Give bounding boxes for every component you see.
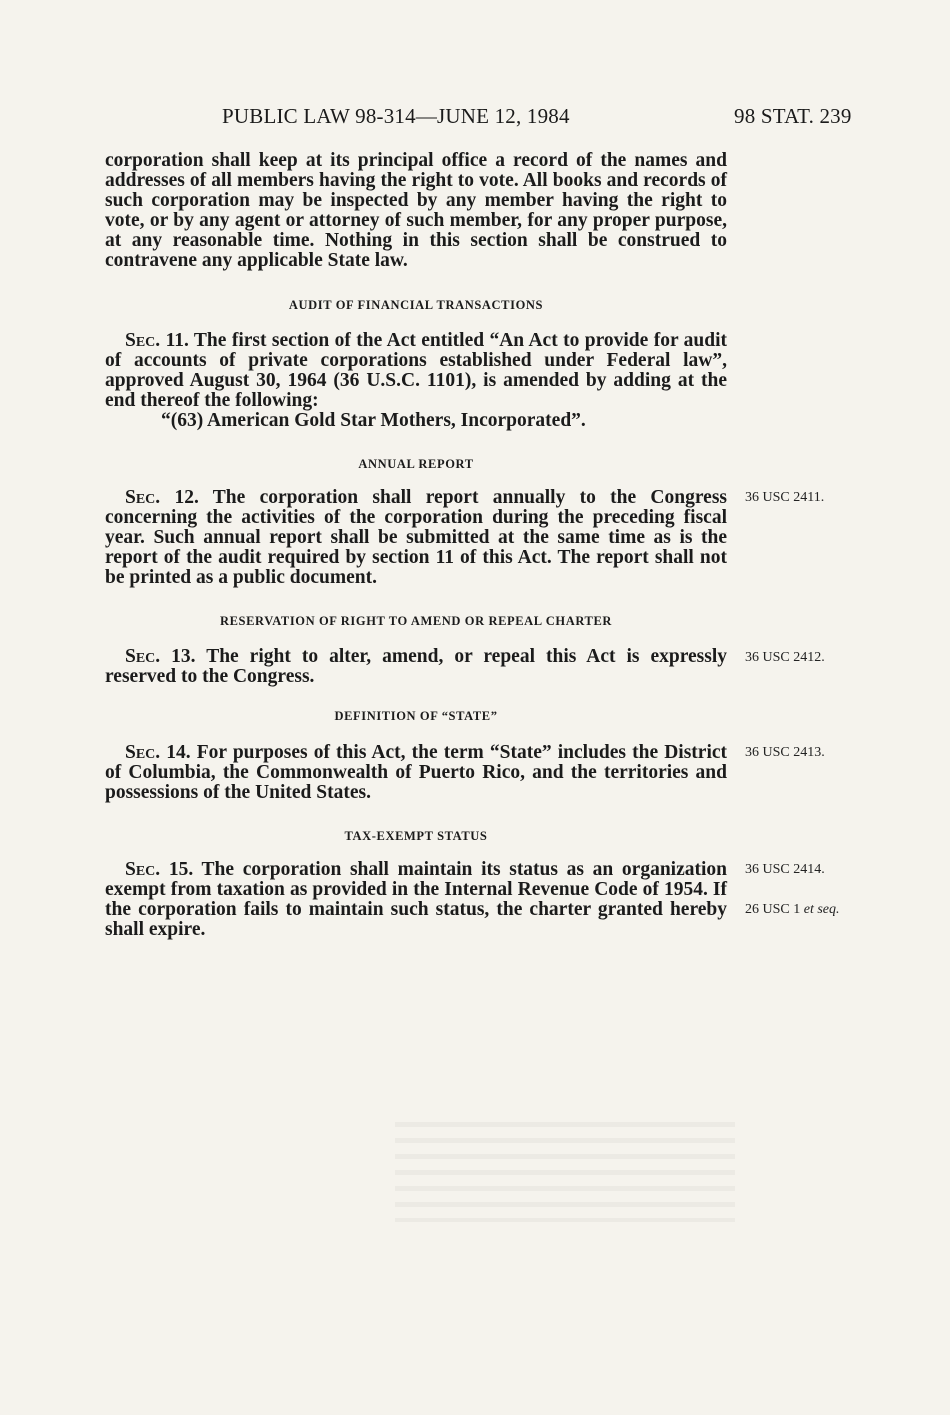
section-15 xyxy=(105,860,727,940)
section-12-paragraph xyxy=(105,488,727,588)
section-heading-tax-exempt: TAX-EXEMPT STATUS xyxy=(344,829,488,843)
section-14-text: For purposes of this Act, the term “State” includes the District of Columbia, the Commonwealth of Puerto Rico, and the territories and possessions of the United States. xyxy=(105,742,728,803)
section-heading-audit: AUDIT OF FINANCIAL TRANSACTIONS xyxy=(288,298,544,312)
section-heading-annual-report: ANNUAL REPORT xyxy=(358,457,474,471)
section-11-text: The first section of the Act entitled “An Act to provide for audit of accounts of private corporations established under Federal law”, approved August 30, 1964 (36 U.S.C. 1101), is amended by adding at the end thereof the following: xyxy=(105,330,727,411)
margin-note-section-15-code xyxy=(745,902,840,918)
show-through-shadow xyxy=(395,1122,735,1222)
section-15-paragraph xyxy=(105,860,727,940)
section-11-label: Sec. 11. xyxy=(125,330,189,351)
section-14-paragraph xyxy=(105,743,727,803)
section-14-label: Sec. 14. xyxy=(125,742,191,763)
statute-page-reference: 98 STAT. 239 xyxy=(734,104,852,128)
section-13 xyxy=(105,647,727,687)
margin-note-code-text: 26 USC 1 xyxy=(745,902,801,917)
section-12-text: The corporation shall report annually to the Congress concerning the activities of the corporation during the preceding fiscal year. Such annual report shall be submitted at the same time as is the report of the audit required by section 11 of this Act. The report shall not be printed as a public document. xyxy=(105,487,727,588)
section-15-label: Sec. 15. xyxy=(125,859,194,880)
running-title: PUBLIC LAW 98-314—JUNE 12, 1984 xyxy=(222,104,570,128)
section-13-paragraph xyxy=(105,647,727,687)
margin-note-section-15: 36 USC 2414. xyxy=(745,862,825,877)
section-heading-definition: DEFINITION OF “STATE” xyxy=(334,709,498,723)
section-11 xyxy=(105,331,727,431)
section-12-label: Sec. 12. xyxy=(125,487,199,508)
section-15-text: The corporation shall maintain its status as an organization exempt from taxation as provided in the Internal Revenue Code of 1954. If the corporation fails to maintain such status, the charter granted hereby shall expire. xyxy=(105,859,727,940)
section-13-label: Sec. 13. xyxy=(125,646,196,667)
margin-note-section-12: 36 USC 2411. xyxy=(745,490,825,505)
continuation-paragraph xyxy=(105,151,727,271)
section-11-paragraph xyxy=(105,331,727,411)
margin-note-code-italic: et seq. xyxy=(803,902,840,917)
running-header xyxy=(0,104,950,134)
margin-note-section-14: 36 USC 2413. xyxy=(745,745,825,760)
section-13-text: The right to alter, amend, or repeal this Act is expressly reserved to the Congress. xyxy=(105,646,728,687)
section-14 xyxy=(105,743,727,803)
margin-note-section-13: 36 USC 2412. xyxy=(745,650,825,665)
section-11-quote: “(63) American Gold Star Mothers, Incorporated”. xyxy=(161,410,586,431)
section-12 xyxy=(105,488,727,588)
continuation-text: corporation shall keep at its principal office a record of the names and addresses of all members having the right to vote. All books and records of such corporation may be inspected by any member having the right to vote, or by any agent or attorney of such member, for any proper purpose, at any reasonable time. Nothing in this section shall be construed to contravene any applicable State law. xyxy=(105,150,727,271)
section-heading-reservation: RESERVATION OF RIGHT TO AMEND OR REPEAL CHARTER xyxy=(219,614,613,628)
